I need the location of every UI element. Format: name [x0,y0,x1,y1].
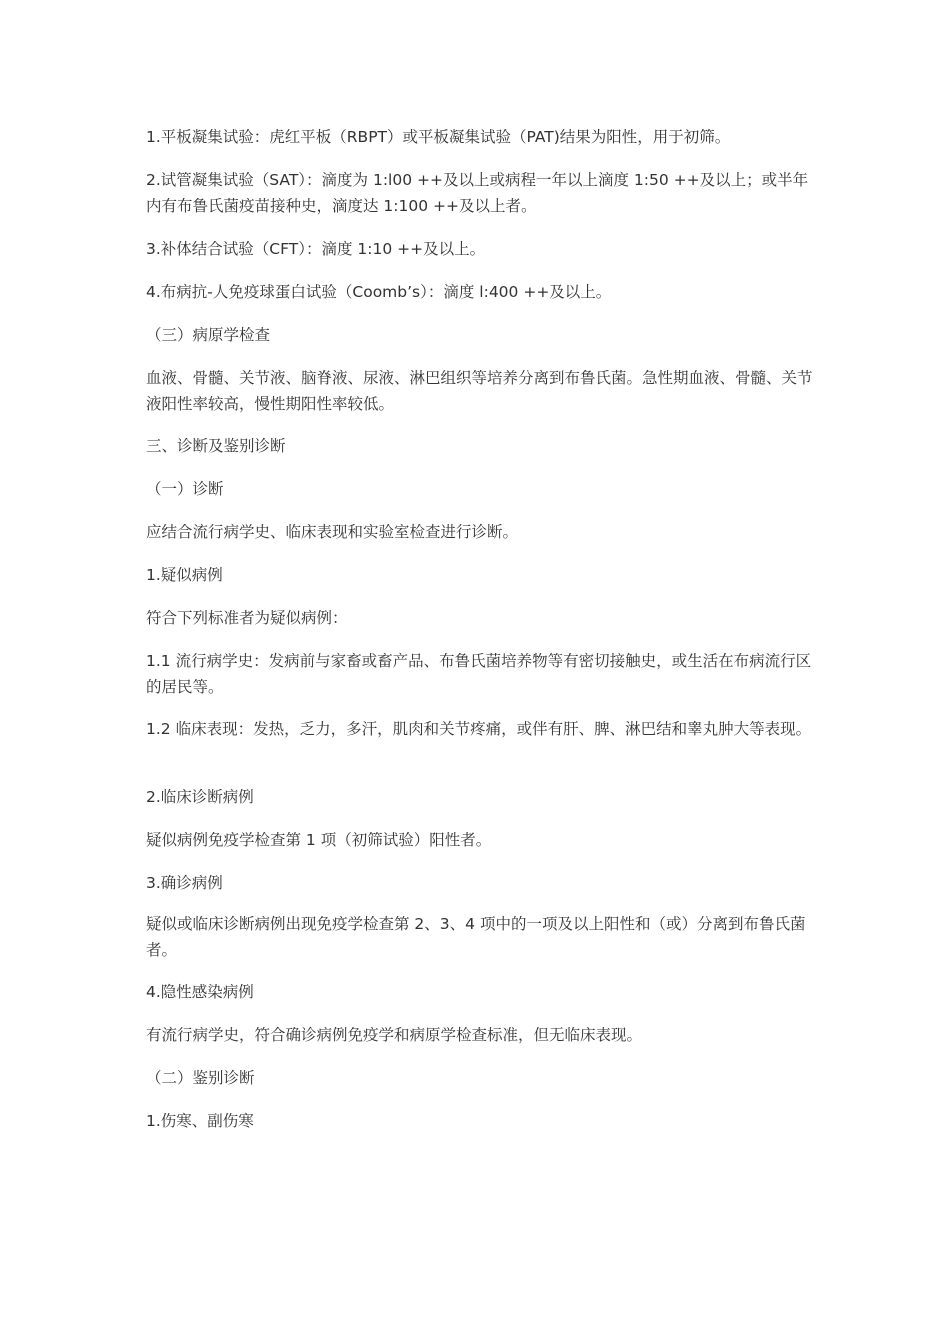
heading-diagnosis: （一）诊断 [146,480,224,498]
heading-diagnosis-section: 三、诊断及鉴别诊断 [146,437,286,455]
heading-clinical-case: 2.临床诊断病例 [146,788,254,806]
heading-suspected-case: 1.疑似病例 [146,566,223,584]
paragraph-immunology-item-4: 4.布病抗-人免疫球蛋白试验（Coomb’s）：滴度 l:400 ++及以上。 [146,283,612,301]
heading-typhoid: 1.伤寒、副伤寒 [146,1112,254,1130]
paragraph-clinical-signs: 1.2 临床表现：发热，乏力，多汗，肌肉和关节疼痛，或伴有肝、脾、淋巴结和睾丸肿大等表现。 [146,720,812,738]
paragraph-immunology-item-2: 2.试管凝集试验（SAT）：滴度为 1:l00 ++及以上或病程一年以上滴度 1:50 ++及以上；或半年内有布鲁氏菌疫苗接种史，滴度达 1:100 ++及以上者。 [146,171,809,215]
heading-latent-infection: 4.隐性感染病例 [146,983,254,1001]
paragraph-immunology-item-1: 1.平板凝集试验：虎红平板（RBPT）或平板凝集试验（PAT)结果为阳性，用于初筛。 [146,128,731,146]
heading-differential-diagnosis: （二）鉴别诊断 [146,1069,255,1087]
paragraph-latent-infection: 有流行病学史，符合确诊病例免疫学和病原学检查标准，但无临床表现。 [146,1026,643,1044]
paragraph-suspected-criteria: 符合下列标准者为疑似病例： [146,609,348,627]
paragraph-clinical-case: 疑似病例免疫学检查第 1 项（初筛试验）阳性者。 [146,831,492,849]
paragraph-confirmed-case: 疑似或临床诊断病例出现免疫学检查第 2、3、4 项中的一项及以上阳性和（或）分离到布鲁氏菌者。 [146,915,806,959]
heading-pathogen-exam: （三）病原学检查 [146,326,271,344]
paragraph-immunology-item-3: 3.补体结合试验（CFT）：滴度 1:10 ++及以上。 [146,240,486,258]
paragraph-epidemiology: 1.1 流行病学史：发病前与家畜或畜产品、布鲁氏菌培养物等有密切接触史，或生活在布病流行区的居民等。 [146,652,812,696]
heading-confirmed-case: 3.确诊病例 [146,874,223,892]
paragraph-pathogen-culture: 血液、骨髓、关节液、脑脊液、尿液、淋巴组织等培养分离到布鲁氏菌。急性期血液、骨髓、关节液阳性率较高，慢性期阳性率较低。 [146,369,813,413]
paragraph-diagnosis-intro: 应结合流行病学史、临床表现和实验室检查进行诊断。 [146,523,519,541]
